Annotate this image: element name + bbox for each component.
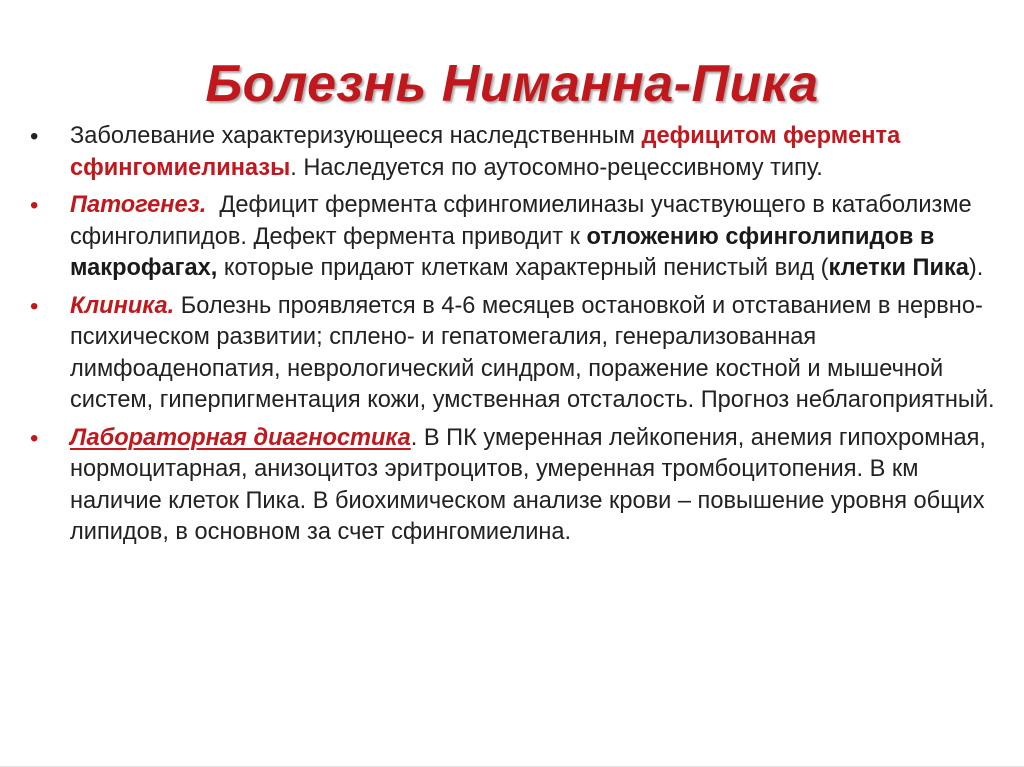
- list-item-definition: [30, 121, 1002, 184]
- pathogenesis-text-1: Дефицит фермента сфингомиелиназы участвующего в катаболизме сфинголипидов. Дефект фермента приводит к: [70, 192, 979, 250]
- bullet-icon: •: [30, 123, 39, 150]
- pathogenesis-heading: Патогенез.: [70, 192, 207, 218]
- slide-title: Болезнь Ниманна-Пика: [205, 55, 819, 113]
- lab-diagnostics-heading: Лабораторная диагностика: [70, 424, 411, 451]
- list-item-pathogenesis: [30, 190, 1002, 285]
- bullet-icon: •: [30, 292, 39, 320]
- definition-text-before: Заболевание характеризующееся наследственным: [70, 123, 642, 149]
- pathogenesis-bold-1: отложению сфинголипидов в макрофагах,: [70, 223, 935, 281]
- lab-diagnostics-text: . В ПК умеренная лейкопения, анемия гипохромная, нормоцитарная, анизоцитоз эритроцитов, умеренная тромбоцитопения. В км наличие клеток Пика. В биохимическом анализе крови – повышение уровня общих липидов, в основном за счет сфингомиелина.: [70, 424, 986, 545]
- bullet-icon: •: [30, 424, 39, 452]
- clinic-text: Болезнь проявляется в 4-6 месяцев остановкой и отставанием в нервно-психическом развитии; сплено- и гепатомегалия, генерализованная лимфоаденопатия, неврологический синдром, поражение костной и мышечной систем, гиперпигментация кожи, умственная отсталость. Прогноз неблагоприятный.: [70, 292, 995, 413]
- enzyme-deficiency-highlight: дефицитом фермента сфингомиелиназы: [70, 123, 901, 181]
- list-item-clinic: [30, 291, 1002, 417]
- list-item-lab-diagnostics: [30, 423, 1002, 549]
- bullet-list: [30, 121, 1002, 555]
- definition-text-after: . Наследуется по аутосомно-рецессивному типу.: [290, 154, 823, 181]
- bullet-icon: •: [30, 192, 39, 219]
- pathogenesis-text-2: которые придают клеткам характерный пенистый вид (: [217, 255, 829, 281]
- pick-cells-bold: клетки Пика: [828, 255, 969, 281]
- pathogenesis-text-3: ).: [968, 255, 984, 281]
- clinic-heading: Клиника.: [70, 292, 175, 319]
